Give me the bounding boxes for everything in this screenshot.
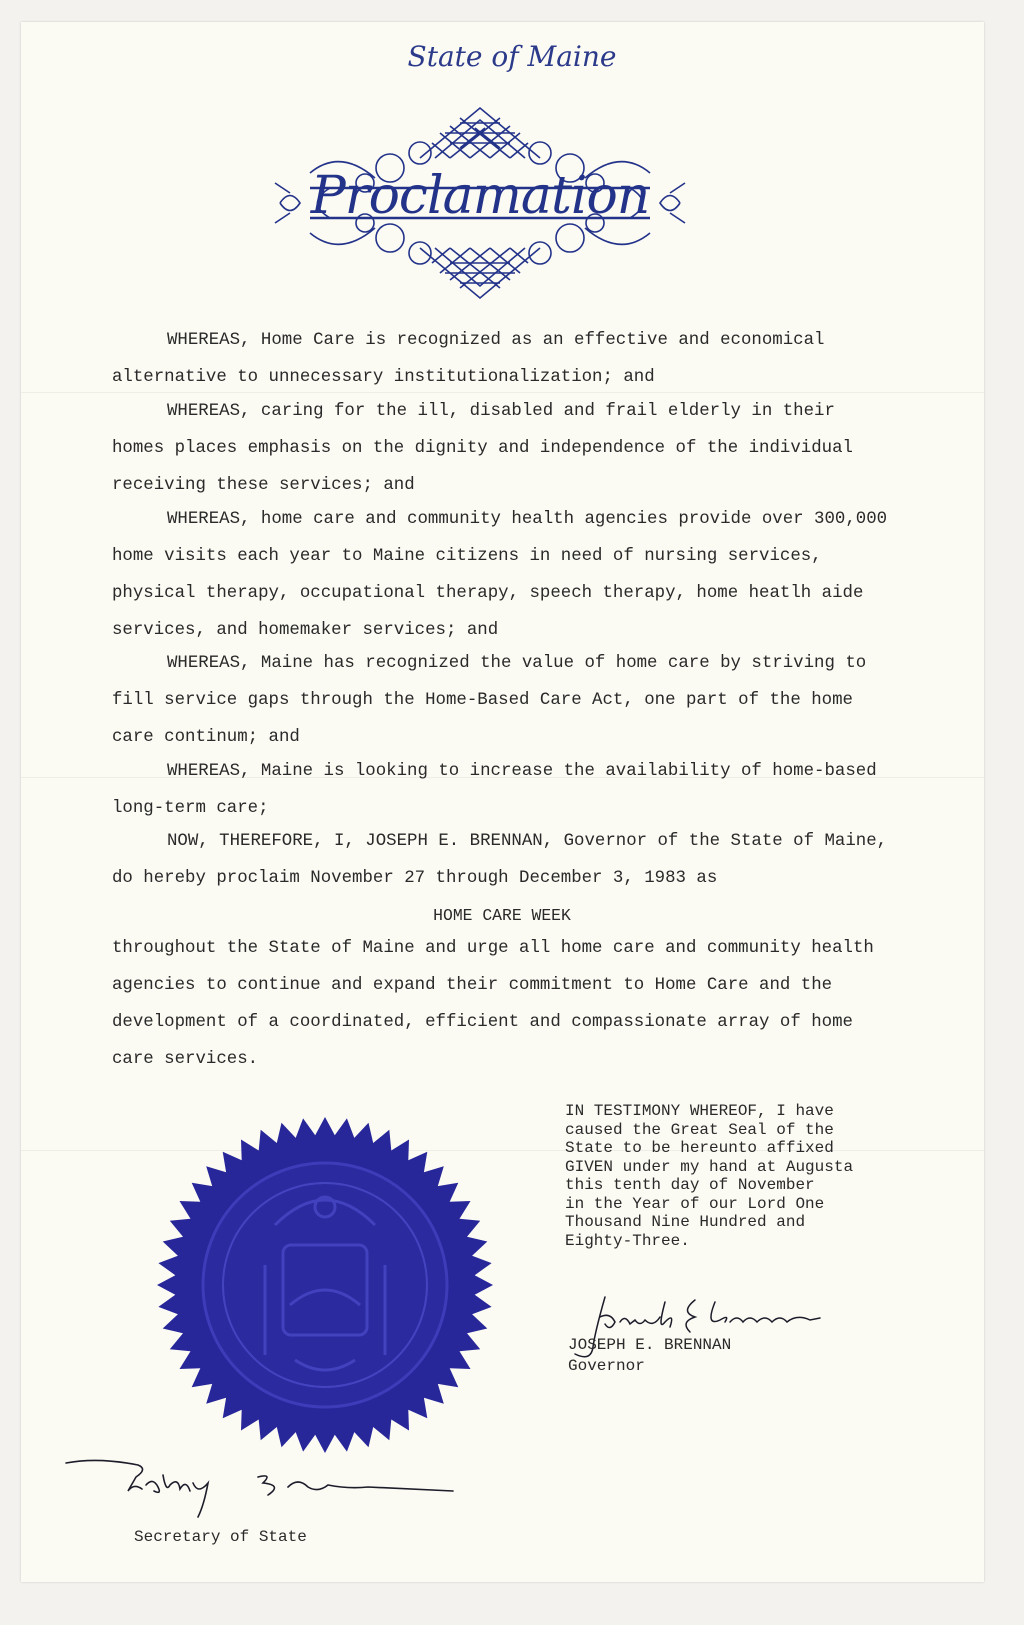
testimony-block: IN TESTIMONY WHEREOF, I have caused the Great Seal of the State to be hereunto affixed GIVEN under my hand at Augusta this tenth day of November in the Year of our Lord One Thousand Nine Hundred and Eighty-Three. — [565, 1102, 854, 1250]
secretary-title: Secretary of State — [134, 1528, 307, 1546]
whereas-paragraph-3: WHEREAS, home care and community health agencies provide over 300,000 home visits each year to Maine citizens in need of nursing services, physical therapy, occupational therapy, speech therapy, home heatlh aide services, and homemaker services; and — [112, 510, 888, 640]
governor-name: JOSEPH E. BRENNAN — [568, 1336, 732, 1354]
closing-paragraph: throughout the State of Maine and urge all home care and community health agencies to continue and expand their commitment to Home Care and the development of a coordinated, efficient and compassionate array of home care services. — [112, 939, 874, 1069]
governor-title: Governor — [568, 1357, 645, 1375]
secretary-signature — [58, 1455, 478, 1525]
proclamation-crest — [270, 88, 690, 318]
seal-icon — [155, 1115, 495, 1455]
secretary-signature-icon — [58, 1455, 478, 1525]
whereas-paragraph-4: WHEREAS, Maine has recognized the value of home care by striving to fill service gaps through the Home-Based Care Act, one part of the home care continum; and — [112, 654, 867, 747]
crest-word: Proclamation — [310, 166, 650, 226]
therefore-paragraph: NOW, THEREFORE, I, JOSEPH E. BRENNAN, Governor of the State of Maine, do hereby proclaim November 27 through December 3, 1983 as — [112, 832, 888, 888]
whereas-paragraph-2: WHEREAS, caring for the ill, disabled and frail elderly in their homes places emphasis on the dignity and independence of the individual receiving these services; and — [112, 402, 853, 495]
whereas-paragraph-5: WHEREAS, Maine is looking to increase the availability of home-based long-term care; — [112, 762, 877, 818]
home-care-week-heading: HOME CARE WEEK — [433, 906, 571, 925]
whereas-paragraph-1: WHEREAS, Home Care is recognized as an effective and economical alternative to unnecessary institutionalization; and — [112, 331, 825, 387]
header-title: State of Maine — [407, 40, 617, 73]
great-seal — [155, 1115, 495, 1455]
